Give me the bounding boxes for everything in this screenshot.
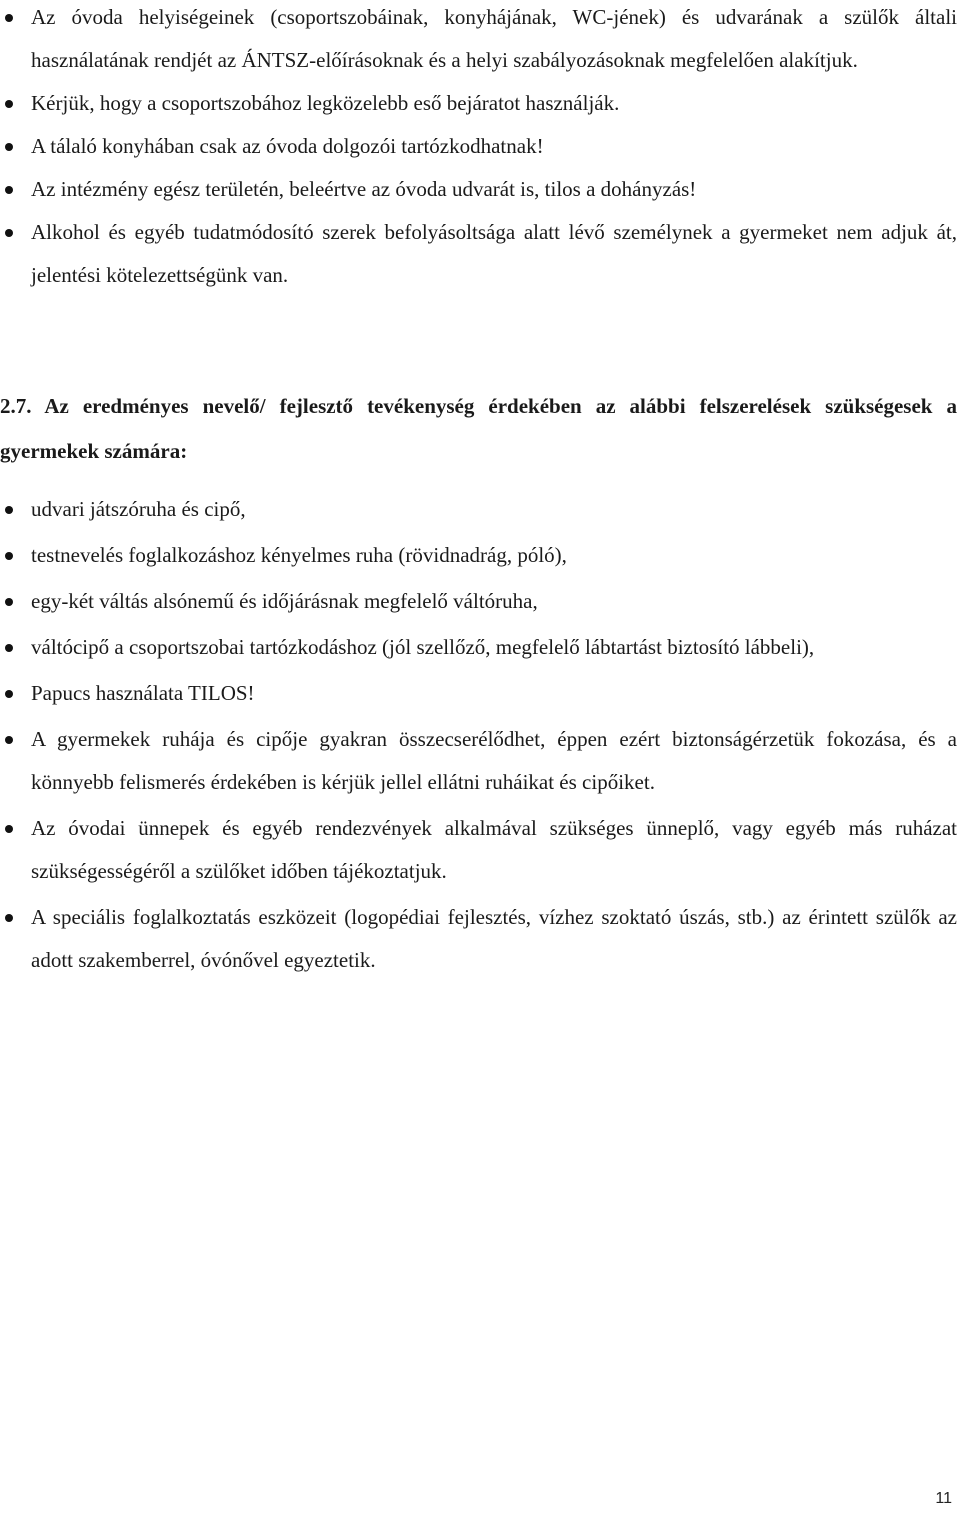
section-heading: 2.7. Az eredményes nevelő/ fejlesztő tevékenység érdekében az alábbi felszerelések szükségesek a gyermekek számára: bbox=[0, 394, 957, 463]
list-item: testnevelés foglalkozáshoz kényelmes ruha (rövidnadrág, póló), bbox=[0, 534, 957, 577]
list-item: A tálaló konyhában csak az óvoda dolgozói tartózkodhatnak! bbox=[0, 125, 957, 168]
list-item: A gyermekek ruhája és cipője gyakran összecserélődhet, éppen ezért biztonságérzetük fokozása, és a könnyebb felismerés érdekében is kérjük jellel ellátni ruháikat és cipőiket. bbox=[0, 718, 957, 804]
list-item: Az óvodai ünnepek és egyéb rendezvények alkalmával szükséges ünneplő, vagy egyéb más ruházat szükségességéről a szülőket időben tájékoztatjuk. bbox=[0, 807, 957, 893]
list-item: Az óvoda helyiségeinek (csoportszobáinak, konyhájának, WC-jének) és udvarának a szülők általi használatának rendjét az ÁNTSZ-előírásoknak és a helyi szabályozásoknak megfelelően alakítjuk. bbox=[0, 0, 957, 82]
rules-list bbox=[0, 0, 957, 297]
list-item: Papucs használata TILOS! bbox=[0, 672, 957, 715]
list-item: váltócipő a csoportszobai tartózkodáshoz (jól szellőző, megfelelő lábtartást biztosító lábbeli), bbox=[0, 626, 957, 669]
list-item: A speciális foglalkoztatás eszközeit (logopédiai fejlesztés, vízhez szoktató úszás, stb.) az érintett szülők az adott szakemberrel, óvónővel egyeztetik. bbox=[0, 896, 957, 982]
list-item: Alkohol és egyéb tudatmódosító szerek befolyásoltsága alatt lévő személynek a gyermeket nem adjuk át, jelentési kötelezettségünk van. bbox=[0, 211, 957, 297]
equipment-list bbox=[0, 488, 957, 985]
list-item: udvari játszóruha és cipő, bbox=[0, 488, 957, 531]
page-number: 11 bbox=[935, 1490, 952, 1507]
list-item: Az intézmény egész területén, beleértve az óvoda udvarát is, tilos a dohányzás! bbox=[0, 168, 957, 211]
list-item: egy-két váltás alsónemű és időjárásnak megfelelő váltóruha, bbox=[0, 580, 957, 623]
list-item: Kérjük, hogy a csoportszobához legközelebb eső bejáratot használják. bbox=[0, 82, 957, 125]
